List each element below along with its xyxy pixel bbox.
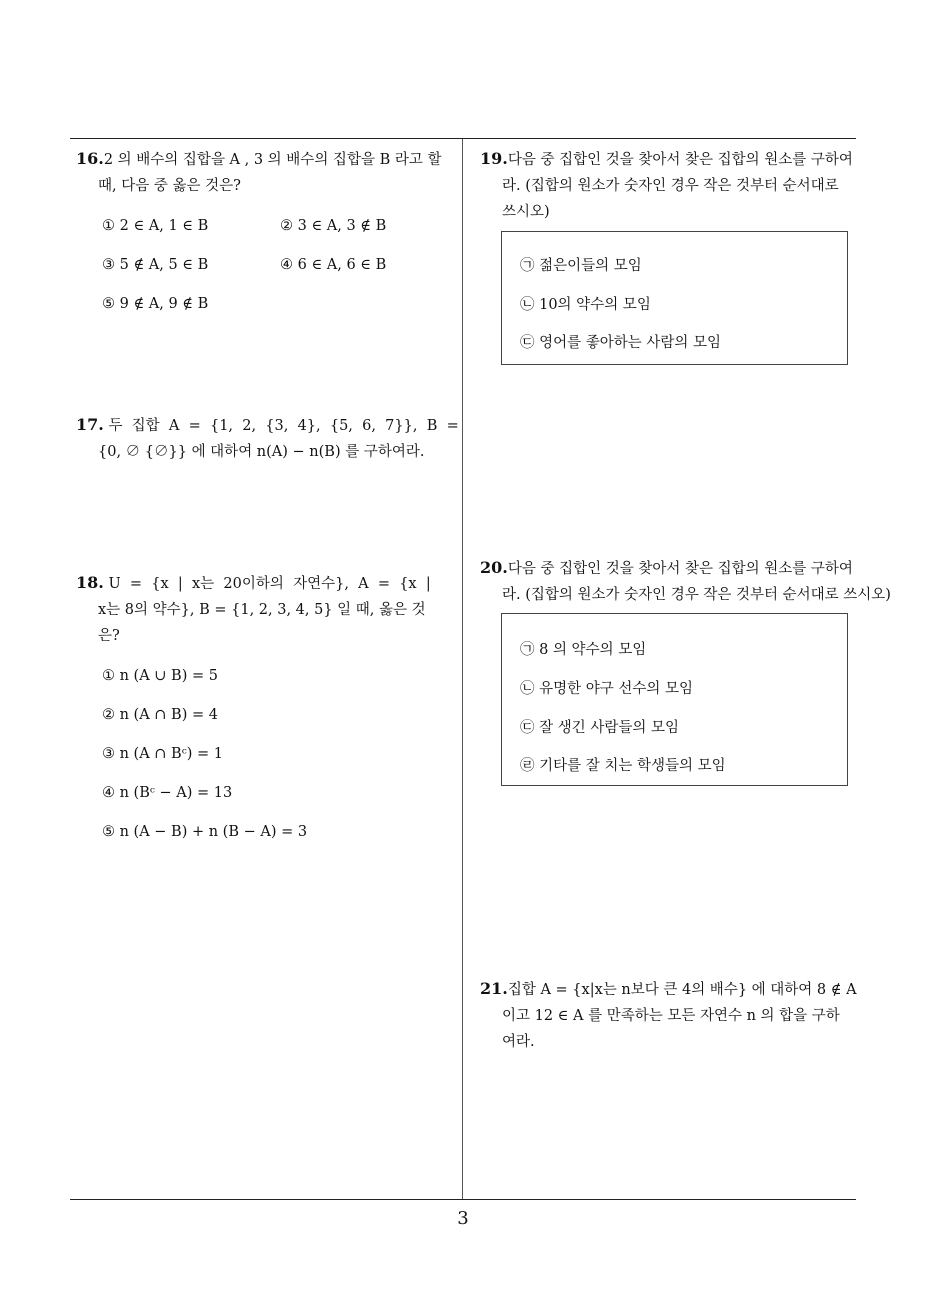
question-18-options — [76, 663, 454, 843]
option-4[interactable]: ④ 6 ∈ A, 6 ∈ B — [280, 257, 387, 273]
question-21-line1: 집합 A = {x|x는 n보다 큰 4의 배수} 에 대하여 8 ∉ A — [507, 982, 857, 998]
box-item-a: ㉠ 젊은이들의 모임 — [520, 258, 642, 274]
question-16-number: 16. — [76, 149, 104, 168]
box-item-b: ㉡ 10의 약수의 모임 — [520, 297, 651, 313]
question-17-line2: {0, ∅ {∅}} 에 대하여 n(A) − n(B) 를 구하여라. — [98, 444, 425, 460]
question-21 — [480, 976, 865, 1055]
question-20-number: 20. — [480, 558, 508, 577]
question-18-line3: 은? — [98, 628, 120, 644]
option-5[interactable]: ⑤ 9 ∉ A, 9 ∉ B — [102, 296, 209, 312]
option-2[interactable]: ② 3 ∈ A, 3 ∉ B — [280, 218, 387, 234]
bottom-rule — [70, 1199, 856, 1200]
question-17 — [76, 412, 459, 465]
question-18-line2: x는 8의 약수}, B = {1, 2, 3, 4, 5} 일 때, 옳은 것 — [98, 602, 426, 618]
question-19-line1: 다음 중 집합인 것을 찾아서 찾은 집합의 원소를 구하여 — [507, 152, 853, 168]
box-item-a: ㉠ 8 의 약수의 모임 — [520, 642, 647, 658]
box-item-c: ㉢ 영어를 좋아하는 사람의 모임 — [520, 335, 722, 351]
box-item-d: ㉣ 기타를 잘 치는 학생들의 모임 — [520, 758, 726, 774]
question-19 — [480, 146, 858, 225]
question-21-number: 21. — [480, 979, 508, 998]
box-item-c: ㉢ 잘 생긴 사람들의 모임 — [520, 720, 679, 736]
top-rule — [70, 138, 856, 139]
option-3[interactable]: ③ n (A ∩ Bᶜ) = 1 — [102, 746, 223, 762]
question-19-line2: 라. (집합의 원소가 숫자인 경우 작은 것부터 순서대로 — [502, 178, 839, 194]
question-16-options — [76, 213, 454, 333]
question-16-line2: 때, 다음 중 옳은 것은? — [98, 178, 241, 194]
question-18 — [76, 570, 454, 843]
question-19-number: 19. — [480, 149, 508, 168]
page-number: 3 — [457, 1208, 469, 1229]
question-21-line2: 이고 12 ∈ A 를 만족하는 모든 자연수 n 의 합을 구하 — [502, 1008, 840, 1024]
question-18-number: 18. — [76, 573, 104, 592]
option-3[interactable]: ③ 5 ∉ A, 5 ∈ B — [102, 257, 209, 273]
question-20-line1: 다음 중 집합인 것을 찾아서 찾은 집합의 원소를 구하여 — [507, 561, 853, 577]
option-1[interactable]: ① 2 ∈ A, 1 ∈ B — [102, 218, 209, 234]
question-20-box — [501, 613, 848, 786]
option-5[interactable]: ⑤ n (A − B) + n (B − A) = 3 — [102, 824, 308, 840]
option-2[interactable]: ② n (A ∩ B) = 4 — [102, 707, 218, 723]
question-17-line1: 두 집합 A = {1, 2, {3, 4}, {5, 6, 7}}, B = — [108, 418, 459, 434]
question-18-line1: U = {x | x는 20이하의 자연수}, A = {x | — [108, 576, 431, 592]
question-20-line2: 라. (집합의 원소가 숫자인 경우 작은 것부터 순서대로 쓰시오) — [502, 587, 891, 603]
box-item-b: ㉡ 유명한 야구 선수의 모임 — [520, 681, 694, 697]
question-16-line1: 2 의 배수의 집합을 A , 3 의 배수의 집합을 B 라고 할 — [103, 152, 442, 168]
column-divider — [462, 139, 463, 1199]
option-1[interactable]: ① n (A ∪ B) = 5 — [102, 668, 218, 684]
question-16-text — [76, 146, 454, 199]
question-21-line3: 여라. — [502, 1034, 535, 1050]
question-20 — [480, 555, 891, 608]
question-19-box — [501, 231, 848, 365]
question-17-number: 17. — [76, 415, 104, 434]
question-16 — [76, 146, 454, 333]
option-4[interactable]: ④ n (Bᶜ − A) = 13 — [102, 785, 233, 801]
question-19-line3: 쓰시오) — [502, 204, 550, 220]
